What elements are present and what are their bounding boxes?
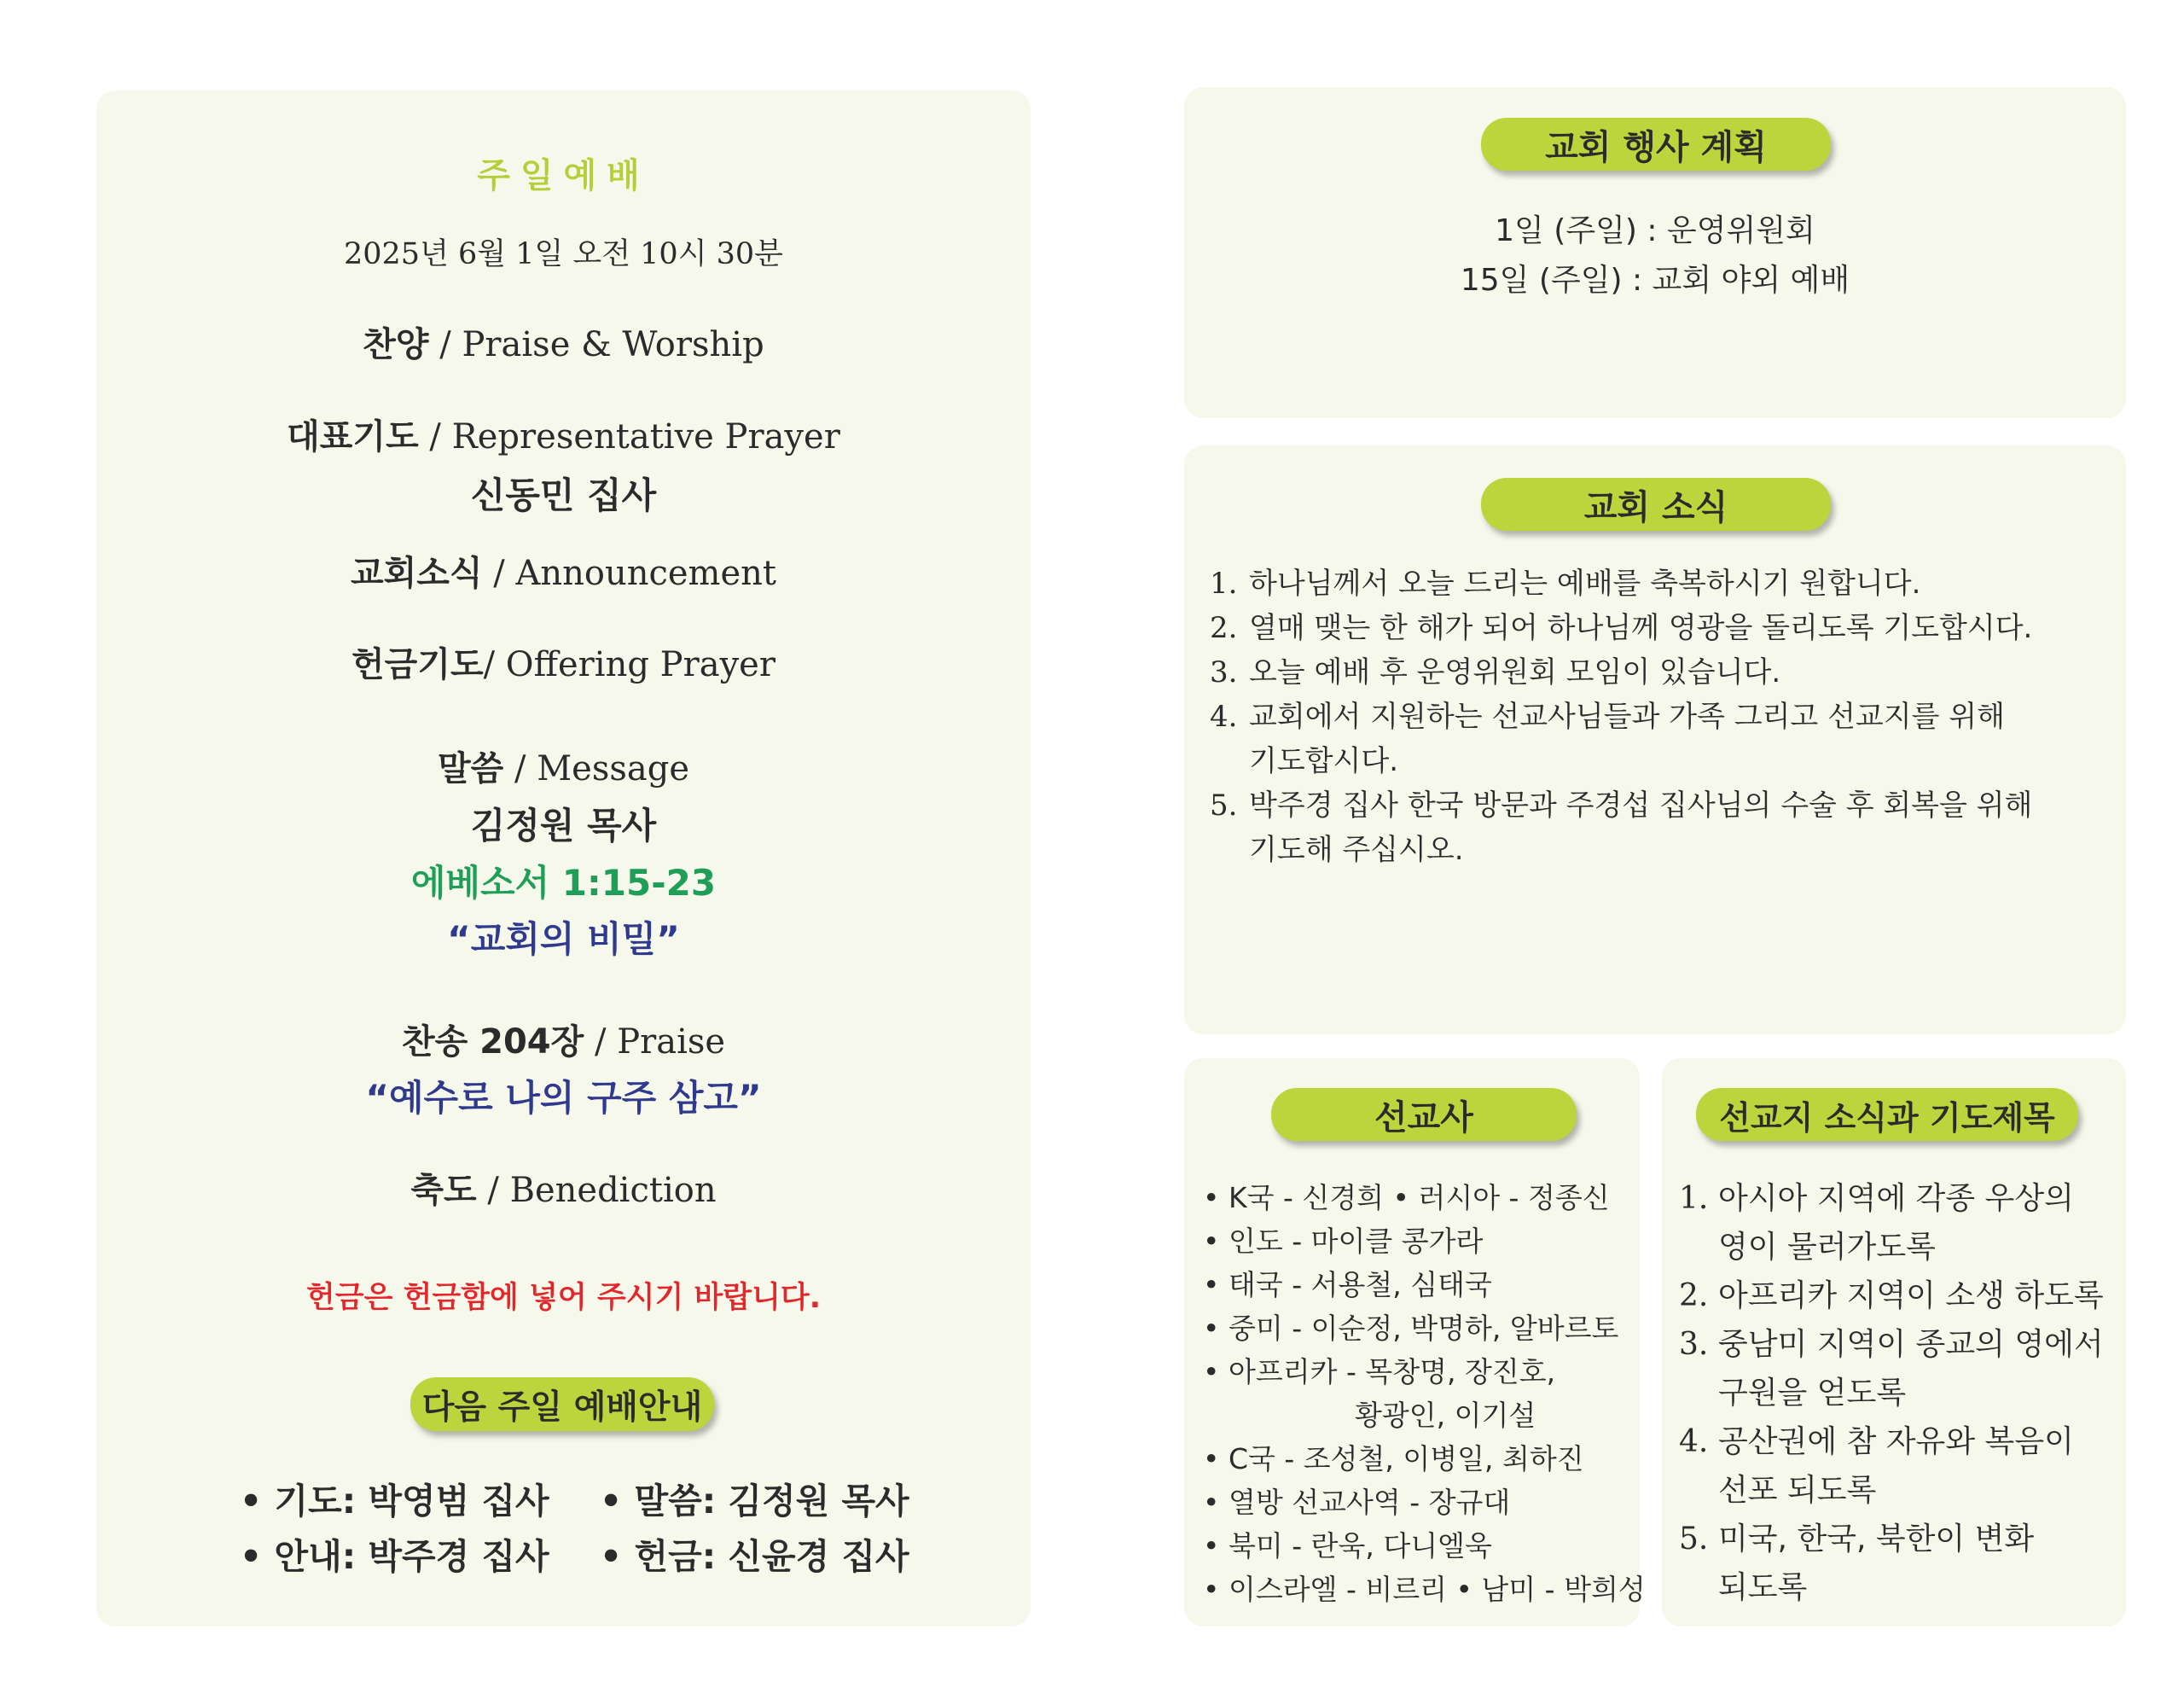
news-panel (1184, 445, 2126, 1034)
list-item-number: 5. (1210, 788, 1238, 823)
list-item: • 이스라엘 - 비르리 • 남미 - 박희성 (1203, 1573, 1646, 1606)
order-label-en: / Benediction (476, 1171, 717, 1210)
missionaries-list (1203, 1176, 1646, 1611)
order-item-benediction (96, 1163, 1031, 1212)
list-item (1679, 1271, 2123, 1320)
order-label-en: / Offering Prayer (483, 645, 775, 684)
prayer-leader (96, 468, 1031, 519)
list-item (1679, 1320, 2123, 1417)
order-label-ko: 찬양 (363, 325, 429, 364)
list-item: • C국 - 조성철, 이병일, 최하진 (1203, 1442, 1584, 1475)
list-item: 황광인, 이기설 (1355, 1399, 1536, 1432)
missionaries-panel (1184, 1058, 1646, 1626)
order-label-ko: 말씀 (438, 749, 504, 788)
order-label-en: / Representative Prayer (418, 417, 840, 457)
list-item: • 태국 - 서용철, 심태국 (1203, 1268, 1492, 1301)
order-label-ko: 찬송 204장 (401, 1022, 584, 1062)
offering-notice (96, 1274, 1031, 1317)
sermon-title (96, 911, 1031, 963)
mission-prayer-list (1679, 1174, 2123, 1612)
list-item-number: 2. (1679, 1278, 1709, 1313)
list-item-number: 4. (1210, 700, 1238, 734)
order-label-en: / Praise (584, 1022, 726, 1062)
list-item (1210, 695, 2114, 783)
list-item-number: 4. (1679, 1424, 1709, 1459)
list-item-text: 중남미 지역이 종교의 영에서 (1718, 1327, 2104, 1362)
list-item-text: 하나님께서 오늘 드리는 예배를 축복하시기 원합니다. (1249, 567, 1921, 601)
list-item-text: 기도합시다. (1249, 744, 1399, 778)
offering-notice-text: 헌금은 헌금함에 넣어 주시기 바랍니다. (306, 1281, 821, 1315)
order-label-ko: 대표기도 (287, 417, 419, 457)
next-week-prayer: • 기도: 박영범 집사 (240, 1481, 549, 1522)
event-item: 1일 (주일) : 운영위원회 (1495, 213, 1815, 248)
order-item-offering-prayer (96, 637, 1031, 686)
list-item-text: 오늘 예배 후 운영위원회 모임이 있습니다. (1249, 655, 1781, 689)
list-item: • 북미 - 란욱, 다니엘욱 (1203, 1529, 1492, 1562)
list-item (1679, 1417, 2123, 1515)
list-item-number: 3. (1210, 655, 1238, 689)
list-item (1210, 650, 2114, 695)
list-item (1210, 606, 2114, 650)
list-item (1679, 1174, 2123, 1271)
order-label-en: / Message (503, 749, 689, 788)
list-item-text: 아시아 지역에 각종 우상의 (1718, 1181, 2074, 1216)
list-item-text: 기도해 주십시오. (1249, 833, 1464, 867)
list-item-number: 5. (1679, 1522, 1709, 1556)
worship-order-panel (96, 90, 1031, 1626)
order-item-message (96, 742, 1031, 790)
list-item: • 중미 - 이순정, 박명하, 알바르토 (1203, 1312, 1619, 1345)
list-item: • 열방 선교사역 - 장규대 (1203, 1486, 1511, 1519)
list-item-text: 아프리카 지역이 소생 하도록 (1718, 1278, 2104, 1313)
order-label-en: / Praise & Worship (428, 325, 764, 364)
news-list (1210, 561, 2114, 872)
mission-prayer-header: 선교지 소식과 기도제목 (1696, 1088, 2078, 1141)
hymn-title (96, 1070, 1031, 1121)
list-item-number: 1. (1210, 567, 1238, 601)
list-item-text: 열매 맺는 한 해가 되어 하나님께 영광을 돌리도록 기도합시다. (1249, 611, 2033, 645)
prayer-leader-name: 신동민 집사 (470, 474, 657, 516)
order-item-hymn (96, 1015, 1031, 1063)
next-week-header: 다음 주일 예배안내 (410, 1377, 714, 1431)
list-item-text: 미국, 한국, 북한이 변화 (1718, 1522, 2035, 1556)
events-header: 교회 행사 계획 (1481, 118, 1831, 171)
order-item-announcement (96, 546, 1031, 595)
order-item-prayer (96, 410, 1031, 458)
news-header: 교회 소식 (1481, 478, 1831, 531)
next-week-usher: • 안내: 박주경 집사 (240, 1536, 549, 1577)
list-item: • 아프리카 - 목창명, 장진호, (1203, 1355, 1556, 1388)
preacher (96, 798, 1031, 849)
service-title: 주일예배 (477, 156, 650, 195)
list-item-text: 영이 물러가도록 (1718, 1230, 1936, 1265)
sermon-title-text: “교회의 비밀” (447, 918, 680, 960)
next-week-message: • 말씀: 김정원 목사 (600, 1481, 909, 1522)
scripture-text: 에베소서 1:15-23 (410, 862, 717, 904)
next-week-offering: • 헌금: 신윤경 집사 (600, 1536, 909, 1577)
list-item-number: 3. (1679, 1327, 1709, 1362)
events-panel (1184, 87, 2126, 418)
list-item-text: 박주경 집사 한국 방문과 주경섭 집사님의 수술 후 회복을 위해 (1249, 788, 2033, 823)
list-item-text: 교회에서 지원하는 선교사님들과 가족 그리고 선교지를 위해 (1249, 700, 2005, 734)
scripture-reference (96, 855, 1031, 906)
hymn-title-text: “예수로 나의 구주 삼고” (365, 1077, 762, 1119)
list-item-number: 2. (1210, 611, 1238, 645)
list-item (1210, 783, 2114, 872)
list-item (1210, 561, 2114, 606)
mission-prayer-panel (1662, 1058, 2126, 1626)
list-item-text: 되도록 (1718, 1570, 1808, 1605)
order-label-ko: 교회소식 (351, 554, 483, 593)
list-item: • K국 - 신경희 • 러시아 - 정종신 (1203, 1181, 1610, 1214)
list-item-text: 구원을 얻도록 (1718, 1376, 1907, 1411)
order-label-ko: 헌금기도 (351, 645, 484, 684)
service-datetime: 2025년 6월 1일 오전 10시 30분 (344, 237, 783, 271)
order-label-ko: 축도 (410, 1171, 477, 1210)
list-item: • 인도 - 마이클 콩가라 (1203, 1225, 1484, 1258)
order-label-en: / Announcement (482, 554, 776, 593)
list-item-number: 1. (1679, 1181, 1709, 1216)
event-item: 15일 (주일) : 교회 야외 예배 (1460, 263, 1850, 298)
missionaries-header: 선교사 (1271, 1088, 1577, 1141)
order-item-praise (96, 317, 1031, 366)
list-item-text: 공산권에 참 자유와 복음이 (1718, 1424, 2074, 1459)
preacher-name: 김정원 목사 (470, 805, 657, 847)
list-item (1679, 1515, 2123, 1612)
list-item-text: 선포 되도록 (1718, 1473, 1877, 1508)
